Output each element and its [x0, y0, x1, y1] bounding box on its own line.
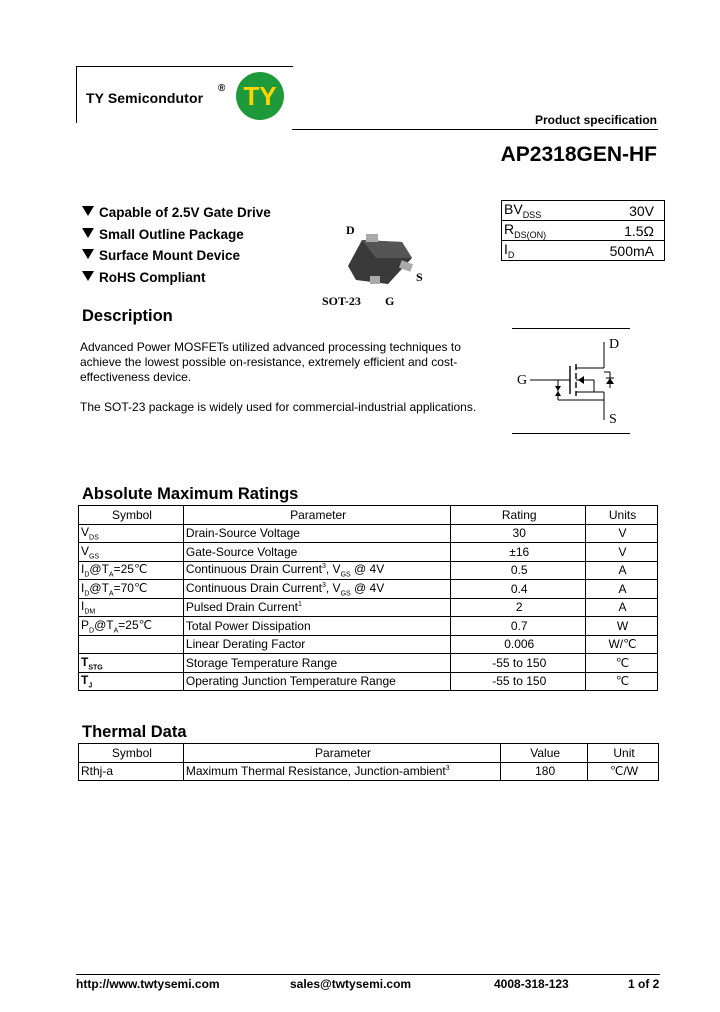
package-pin-d: D	[346, 223, 355, 237]
table-header-row: Symbol Parameter Rating Units	[79, 506, 658, 525]
amr-table	[78, 505, 658, 691]
table-row: $P_D@T_A=25℃$ Total Power Dissipation 0.7 W	[79, 617, 658, 636]
package-pin-s: S	[416, 270, 423, 284]
feature-list	[82, 204, 271, 290]
page-number: 1 of 2	[628, 977, 660, 991]
schematic-label-d: D	[609, 337, 620, 352]
schematic-label-g: G	[517, 373, 528, 388]
part-number: AP2318GEN-HF	[500, 143, 657, 166]
table-row: $I_D@T_A=70℃$ Continuous Drain Current$^3$, $V_{GS}$ @ 4V 0.4 A	[79, 580, 658, 599]
package-pin-g: G	[385, 294, 395, 308]
key-spec-row: $I_D$ 500mA	[502, 241, 665, 261]
table-row: $I_{DM}$ Pulsed Drain Current$^1$ 2 A	[79, 598, 658, 617]
table-row: $T_J$ Operating Junction Temperature Range -55 to 150 ℃	[79, 672, 658, 691]
table-row: $I_D@T_A=25℃$ Continuous Drain Current$^3$, $V_{GS}$ @ 4V 0.5 A	[79, 561, 658, 580]
footer-divider	[76, 974, 660, 975]
key-spec-row: $BV_{DSS}$ 30V	[502, 201, 665, 221]
footer-email[interactable]: sales@twtysemi.com	[290, 977, 412, 991]
table-row: $V_{DS}$ Drain-Source Voltage 30 V	[79, 524, 658, 543]
table-row: Rthj-a Maximum Thermal Resistance, Junction-ambient$^3$ 180 ℃/W	[79, 762, 659, 781]
header-divider	[292, 129, 658, 130]
table-row: $V_{GS}$ Gate-Source Voltage ±16 V	[79, 543, 658, 562]
company-name: TY Semicondutor	[86, 90, 204, 106]
package-name: SOT-23	[322, 294, 361, 308]
amr-heading: Absolute Maximum Ratings	[82, 485, 299, 503]
triangle-bullet-icon	[82, 228, 94, 238]
table-row: Linear Derating Factor 0.006 W/℃	[79, 635, 658, 654]
table-header-row: Symbol Parameter Value Unit	[79, 744, 659, 763]
triangle-bullet-icon	[82, 271, 94, 281]
feature-item: Surface Mount Device	[82, 247, 271, 269]
feature-item: RoHS Compliant	[82, 269, 271, 291]
triangle-bullet-icon	[82, 249, 94, 259]
triangle-bullet-icon	[82, 206, 94, 216]
feature-item: Capable of 2.5V Gate Drive	[82, 204, 271, 226]
thermal-heading: Thermal Data	[82, 723, 187, 741]
footer-phone: 4008-318-123	[494, 977, 569, 991]
feature-item: Small Outline Package	[82, 226, 271, 248]
description-heading: Description	[82, 307, 173, 325]
thermal-table	[78, 743, 659, 781]
registered-mark: ®	[218, 83, 226, 94]
footer-url[interactable]: http://www.twtysemi.com	[76, 977, 220, 991]
company-logo: TY	[236, 72, 284, 120]
key-spec-row: $R_{DS(ON)}$ 1.5Ω	[502, 221, 665, 241]
product-spec-label: Product specification	[534, 113, 657, 127]
key-spec-table	[501, 200, 665, 261]
schematic-label-s: S	[609, 412, 617, 427]
table-row: $T_{STG}$ Storage Temperature Range -55 to 150 ℃	[79, 654, 658, 673]
description-text: Advanced Power MOSFETs utilized advanced processing techniques to achieve the lowest possible on-resistance, extremely efficient and cost-effectiveness device. The SOT-23 package is widely used for commercial-industrial applications.	[80, 340, 477, 414]
